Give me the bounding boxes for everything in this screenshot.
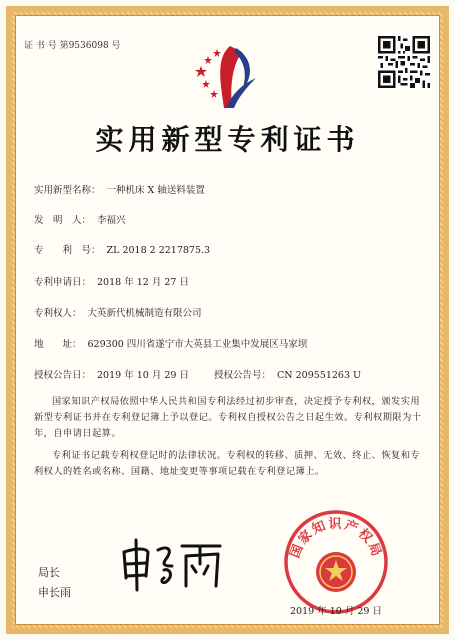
certificate-title: 实用新型专利证书: [95, 123, 360, 156]
legal-status-paragraph: 专利证书记载专利权登记时的法律状况。专利权的转移、质押、无效、终止、恢复和专利权人的姓名或名称、国籍、地址变更等事项记载在专利登记簿上。: [34, 450, 421, 477]
patent-office-emblem-icon: [186, 38, 264, 116]
field-value: 2019 年 10 月 29 日: [97, 370, 189, 381]
field-application-date: [34, 274, 189, 288]
official-seal-icon: [282, 508, 390, 616]
seal-date: 2019 年 10 月 29 日: [290, 606, 382, 617]
field-value: 一种机床 X 轴送料装置: [106, 185, 205, 196]
field-label: 授权公告日：: [34, 370, 92, 381]
field-announcement-number: [214, 367, 361, 381]
qr-code-icon: [378, 36, 430, 88]
field-address: [34, 336, 307, 350]
handwritten-signature-icon: [116, 536, 236, 592]
field-design-name: [34, 182, 205, 196]
certificate-number: 证 书 号 第9536098 号: [24, 41, 121, 51]
grant-statement-paragraph: 国家知识产权局依照中华人民共和国专利法经过初步审查，决定授予专利权，颁发实用新型专利证书并在专利登记簿上予以登记。专利权自授权公告之日起生效。专利权期限为十年，自申请日起算。: [34, 396, 422, 439]
field-value: 2018 年 12 月 27 日: [97, 277, 189, 288]
field-label: 发 明 人：: [34, 215, 92, 226]
field-label: 专利申请日：: [34, 277, 92, 288]
field-label: 实用新型名称：: [34, 185, 101, 196]
field-value: ZL 2018 2 2217875.3: [106, 245, 211, 256]
field-label: 专 利 号：: [34, 245, 101, 256]
field-grant-date: [34, 367, 189, 381]
field-label: 授权公告号：: [214, 370, 272, 381]
field-patent-number: [34, 242, 210, 256]
field-inventor: [34, 212, 126, 226]
field-value: 李福兴: [97, 215, 126, 226]
field-value: 大英新代机械制造有限公司: [87, 308, 202, 319]
field-patentee: [34, 305, 202, 319]
seal-text: 国家知识产权局: [287, 517, 385, 561]
field-value: 629300 四川省遂宁市大英县工业集中发展区马家坝: [87, 339, 308, 350]
director-title: 局长: [38, 566, 60, 579]
director-name: 申长雨: [38, 586, 71, 599]
field-value: CN 209551263 U: [277, 370, 362, 381]
field-label: 地 址：: [34, 339, 82, 350]
field-label: 专利权人：: [34, 308, 82, 319]
